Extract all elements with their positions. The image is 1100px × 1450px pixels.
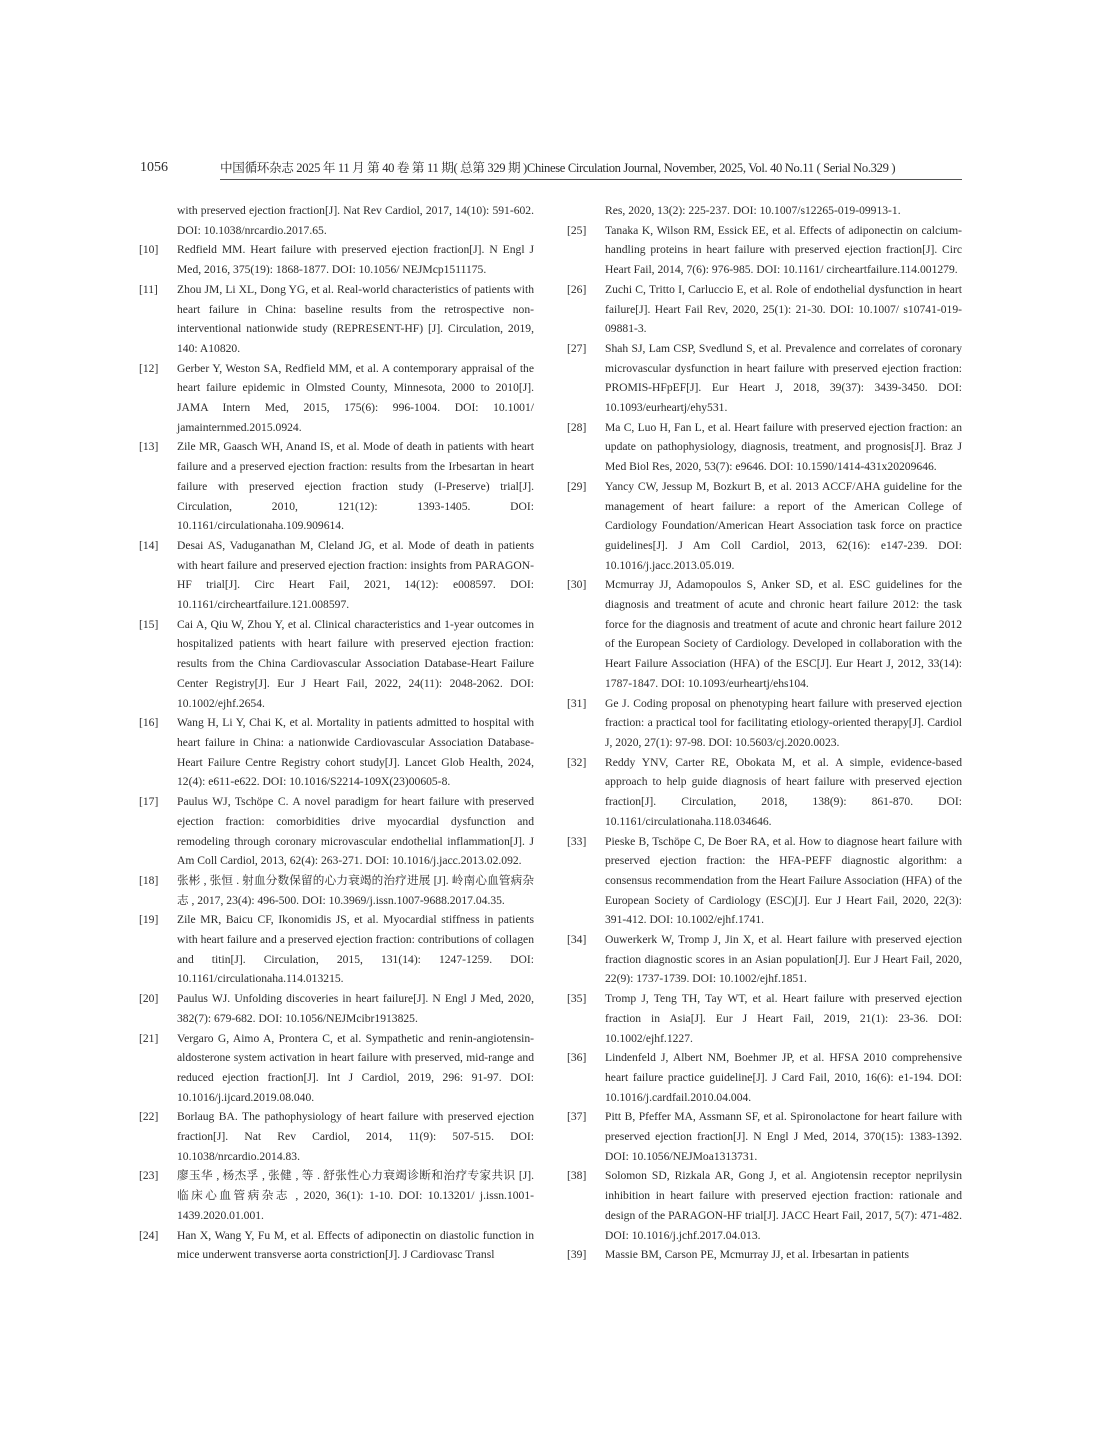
reference-continuation: [567, 201, 962, 221]
reference-number: [23]: [139, 1169, 159, 1183]
reference-number: [38]: [567, 1169, 587, 1183]
reference-item: [139, 910, 534, 989]
reference-item: [567, 339, 962, 418]
reference-number: [18]: [139, 873, 159, 887]
reference-item: [139, 792, 534, 871]
reference-number: [24]: [139, 1228, 159, 1242]
reference-text: with preserved ejection fraction[J]. Nat Rev Cardiol, 2017, 14(10): 591-602. DOI: 10.1038/nrcardio.2017.65.: [177, 204, 534, 237]
reference-text: Ma C, Luo H, Fan L, et al. Heart failure with preserved ejection fraction: an update on pathophysiology, diagnosis, treatment, and prognosis[J]. Braz J Med Biol Res, 2020, 53(7): e9646. DOI: 10.1590/1414-431x20209646.: [605, 420, 962, 474]
reference-number: [26]: [567, 282, 587, 296]
reference-item: [567, 1048, 962, 1107]
reference-text: Han X, Wang Y, Fu M, et al. Effects of adiponectin on diastolic function in mice underwent transverse aorta constriction[J]. J Cardiovasc Transl: [177, 1228, 534, 1262]
reference-item: [567, 418, 962, 477]
reference-item: [567, 575, 962, 693]
reference-number: [14]: [139, 538, 159, 552]
reference-number: [33]: [567, 834, 587, 848]
reference-item: [567, 280, 962, 339]
reference-number: [36]: [567, 1051, 587, 1065]
reference-item: [139, 536, 534, 615]
reference-text: Zile MR, Baicu CF, Ikonomidis JS, et al. Myocardial stiffness in patients with heart failure and a preserved ejection fraction: contributions of collagen and titin[J]. Circulation, 2015, 131(14): 1247-1259. DOI: 10.1161/circulationaha.114.013215.: [177, 913, 534, 986]
reference-text: Desai AS, Vaduganathan M, Cleland JG, et al. Mode of death in patients with heart failure and preserved ejection fraction: insights from PARAGON-HF trial[J]. Circ Heart Fail, 2021, 14(12): e008597. DOI: 10.1161/circheartfailure.121.008597.: [177, 538, 534, 612]
reference-number: [29]: [567, 479, 587, 493]
reference-item: [567, 694, 962, 753]
reference-text: Redfield MM. Heart failure with preserved ejection fraction[J]. N Engl J Med, 2016, 375(19): 1868-1877. DOI: 10.1056/ NEJMcp1511175.: [177, 243, 534, 277]
reference-column-left: [139, 201, 534, 1265]
reference-text: Zhou JM, Li XL, Dong YG, et al. Real-world characteristics of patients with heart failure in China: baseline results from the retrospective non-interventional nationwide study (REPRESENT-HF) [J]. Circulation, 2019, 140: A10820.: [177, 282, 534, 355]
reference-item: [139, 713, 534, 792]
reference-text: Res, 2020, 13(2): 225-237. DOI: 10.1007/s12265-019-09913-1.: [605, 204, 901, 217]
reference-text: Borlaug BA. The pathophysiology of heart failure with preserved ejection fraction[J]. Nat Rev Cardiol, 2014, 11(9): 507-515. DOI: 10.1038/nrcardio.2014.83.: [177, 1110, 534, 1163]
reference-text: Pieske B, Tschöpe C, De Boer RA, et al. How to diagnose heart failure with preserved ejection fraction: the HFA-PEFF diagnostic algorithm: a consensus recommendation from the Heart Failure Association (HFA) of the European Society of Cardiology (ESC)[J]. Eur J Heart Fail, 2020, 22(3): 391-412. DOI: 10.1002/ejhf.1741.: [605, 834, 962, 927]
reference-text: 廖玉华 , 杨杰孚 , 张健 , 等 . 舒张性心力衰竭诊断和治疗专家共识 [J]. 临床心血管病杂志 , 2020, 36(1): 1-10. DOI: 10.13201/ j.issn.1001-1439.2020.01.001.: [177, 1169, 534, 1222]
reference-number: [11]: [139, 282, 158, 296]
reference-text: Reddy YNV, Carter RE, Obokata M, et al. A simple, evidence-based approach to help guide diagnosis of heart failure with preserved ejection fraction[J]. Circulation, 2018, 138(9): 861-870. DOI: 10.1161/circulationaha.118.034646.: [605, 755, 962, 828]
reference-text: Paulus WJ. Unfolding discoveries in heart failure[J]. N Engl J Med, 2020, 382(7): 679-682. DOI: 10.1056/NEJMcibr1913825.: [177, 992, 534, 1025]
reference-number: [35]: [567, 992, 587, 1006]
reference-text: Ouwerkerk W, Tromp J, Jin X, et al. Heart failure with preserved ejection fraction diagnostic scores in an Asian population[J]. Eur J Heart Fail, 2020, 22(9): 1737-1739. DOI: 10.1002/ejhf.1851.: [605, 933, 962, 986]
reference-number: [12]: [139, 361, 159, 375]
reference-number: [30]: [567, 578, 587, 592]
reference-text: Paulus WJ, Tschöpe C. A novel paradigm for heart failure with preserved ejection fraction: comorbidities drive myocardial dysfunction and remodeling through coronary microvascular endothelial inflammation[J]. J Am Coll Cardiol, 2013, 62(4): 263-271. DOI: 10.1016/j.jacc.2013.02.092.: [177, 795, 534, 868]
reference-number: [17]: [139, 795, 159, 809]
reference-text: Solomon SD, Rizkala AR, Gong J, et al. Angiotensin receptor neprilysin inhibition in heart failure with preserved ejection fraction: rationale and design of the PARAGON-HF trial[J]. JACC Heart Fail, 2017, 5(7): 471-482. DOI: 10.1016/j.jchf.2017.04.013.: [605, 1169, 962, 1242]
reference-text: Zile MR, Gaasch WH, Anand IS, et al. Mode of death in patients with heart failure and a preserved ejection fraction: results from the Irbesartan in heart failure with preserved ejection fraction study (I-Preserve) trial[J]. Circulation, 2010, 121(12): 1393-1405. DOI: 10.1161/circulationaha.109.909614.: [177, 440, 534, 533]
reference-text: Cai A, Qiu W, Zhou Y, et al. Clinical characteristics and 1-year outcomes in hospitalized patients with heart failure with preserved ejection fraction: results from the China Cardiovascular Association Database-Heart Failure Center Registry[J]. Eur J Heart Fail, 2022, 24(11): 2048-2062. DOI: 10.1002/ejhf.2654.: [177, 617, 534, 710]
reference-item: [567, 1245, 962, 1265]
reference-item: [139, 240, 534, 279]
reference-item: [567, 1166, 962, 1245]
reference-text: Vergaro G, Aimo A, Prontera C, et al. Sympathetic and renin-angiotensin-aldosterone system activation in heart failure with preserved, mid-range and reduced ejection fraction[J]. Int J Cardiol, 2019, 296: 91-97. DOI: 10.1016/j.ijcard.2019.08.040.: [177, 1031, 534, 1104]
reference-item: [567, 930, 962, 989]
reference-item: [567, 753, 962, 832]
reference-item: [567, 832, 962, 931]
reference-continuation: [139, 201, 534, 240]
reference-text: 张彬 , 张恒 . 射血分数保留的心力衰竭的治疗进展 [J]. 岭南心血管病杂志 , 2017, 23(4): 496-500. DOI: 10.3969/j.issn.1007-9688.2017.04.35.: [177, 873, 534, 907]
reference-item: [139, 1166, 534, 1225]
reference-item: [139, 1029, 534, 1108]
journal-citation-line: 中国循环杂志 2025 年 11 月 第 40 卷 第 11 期( 总第 329 期 )Chinese Circulation Journal, November, 2025, Vol. 40 No.11 ( Serial No.329 ): [220, 158, 962, 180]
reference-item: [139, 989, 534, 1028]
reference-text: Wang H, Li Y, Chai K, et al. Mortality in patients admitted to hospital with heart failure in China: a nationwide Cardiovascular Association Database-Heart Failure Centre Registry cohort study[J]. Lancet Glob Health, 2024, 12(4): e611-e622. DOI: 10.1016/S2214-109X(23)00605-8.: [177, 716, 534, 789]
page-number: 1056: [140, 160, 168, 175]
reference-number: [34]: [567, 933, 587, 947]
reference-number: [19]: [139, 913, 159, 927]
reference-number: [27]: [567, 341, 587, 355]
reference-text: Ge J. Coding proposal on phenotyping heart failure with preserved ejection fraction: a practical tool for facilitating etiology-oriented therapy[J]. Cardiol J, 2020, 27(1): 97-98. DOI: 10.5603/cj.2020.0023.: [605, 696, 962, 749]
reference-item: [139, 437, 534, 536]
reference-number: [39]: [567, 1248, 587, 1262]
reference-item: [139, 615, 534, 714]
reference-item: [567, 221, 962, 280]
reference-column-right: [567, 201, 962, 1265]
reference-item: [567, 477, 962, 576]
reference-item: [567, 1107, 962, 1166]
reference-item: [139, 359, 534, 438]
reference-number: [21]: [139, 1031, 159, 1045]
reference-text: Tromp J, Teng TH, Tay WT, et al. Heart failure with preserved ejection fraction in Asia[J]. Eur J Heart Fail, 2019, 21(1): 23-36. DOI: 10.1002/ejhf.1227.: [605, 992, 962, 1045]
reference-text: Tanaka K, Wilson RM, Essick EE, et al. Effects of adiponectin on calcium-handling proteins in heart failure with preserved ejection fraction[J]. Circ Heart Fail, 2014, 7(6): 976-985. DOI: 10.1161/ circheartfailure.114.001279.: [605, 223, 962, 277]
running-head: [140, 158, 965, 180]
reference-text: Lindenfeld J, Albert NM, Boehmer JP, et al. HFSA 2010 comprehensive heart failure practice guideline[J]. J Card Fail, 2010, 16(6): e1-194. DOI: 10.1016/j.cardfail.2010.04.004.: [605, 1051, 962, 1104]
reference-item: [567, 989, 962, 1048]
reference-text: Massie BM, Carson PE, Mcmurray JJ, et al. Irbesartan in patients: [605, 1248, 909, 1262]
reference-number: [28]: [567, 420, 587, 434]
reference-text: Pitt B, Pfeffer MA, Assmann SF, et al. Spironolactone for heart failure with preserved ejection fraction[J]. N Engl J Med, 2014, 370(15): 1383-1392. DOI: 10.1056/NEJMoa1313731.: [605, 1110, 962, 1163]
reference-text: Mcmurray JJ, Adamopoulos S, Anker SD, et al. ESC guidelines for the diagnosis and treatment of acute and chronic heart failure 2012: the task force for the diagnosis and treatment of acute and chronic heart failure 2012 of the European Society of Cardiology. Developed in collaboration with the Heart Failure Association (HFA) of the ESC[J]. Eur Heart J, 2012, 33(14): 1787-1847. DOI: 10.1093/eurheartj/ehs104.: [605, 578, 962, 690]
reference-number: [37]: [567, 1110, 587, 1124]
reference-number: [22]: [139, 1110, 159, 1124]
reference-item: [139, 1226, 534, 1265]
reference-number: [15]: [139, 617, 159, 631]
reference-number: [20]: [139, 992, 159, 1006]
reference-item: [139, 280, 534, 359]
reference-item: [139, 871, 534, 910]
reference-number: [10]: [139, 243, 159, 257]
reference-number: [13]: [139, 440, 159, 454]
reference-number: [31]: [567, 696, 587, 710]
reference-text: Zuchi C, Tritto I, Carluccio E, et al. Role of endothelial dysfunction in heart failure[J]. Heart Fail Rev, 2020, 25(1): 21-30. DOI: 10.1007/ s10741-019-09881-3.: [605, 282, 962, 336]
reference-text: Yancy CW, Jessup M, Bozkurt B, et al. 2013 ACCF/AHA guideline for the management of heart failure: a report of the American College of Cardiology Foundation/American Heart Association task force on practice guidelines[J]. J Am Coll Cardiol, 2013, 62(16): e147-239. DOI: 10.1016/j.jacc.2013.05.019.: [605, 479, 962, 572]
reference-number: [16]: [139, 716, 159, 730]
reference-text: Shah SJ, Lam CSP, Svedlund S, et al. Prevalence and correlates of coronary microvascular dysfunction in heart failure with preserved ejection fraction: PROMIS-HFpEF[J]. Eur Heart J, 2018, 39(37): 3439-3450. DOI: 10.1093/eurheartj/ehy531.: [605, 341, 962, 415]
reference-item: [139, 1107, 534, 1166]
reference-text: Gerber Y, Weston SA, Redfield MM, et al. A contemporary appraisal of the heart failure epidemic in Olmsted County, Minnesota, 2000 to 2010[J]. JAMA Intern Med, 2015, 175(6): 996-1004. DOI: 10.1001/ jamainternmed.2015.0924.: [177, 361, 534, 434]
reference-number: [25]: [567, 223, 587, 237]
reference-number: [32]: [567, 755, 587, 769]
